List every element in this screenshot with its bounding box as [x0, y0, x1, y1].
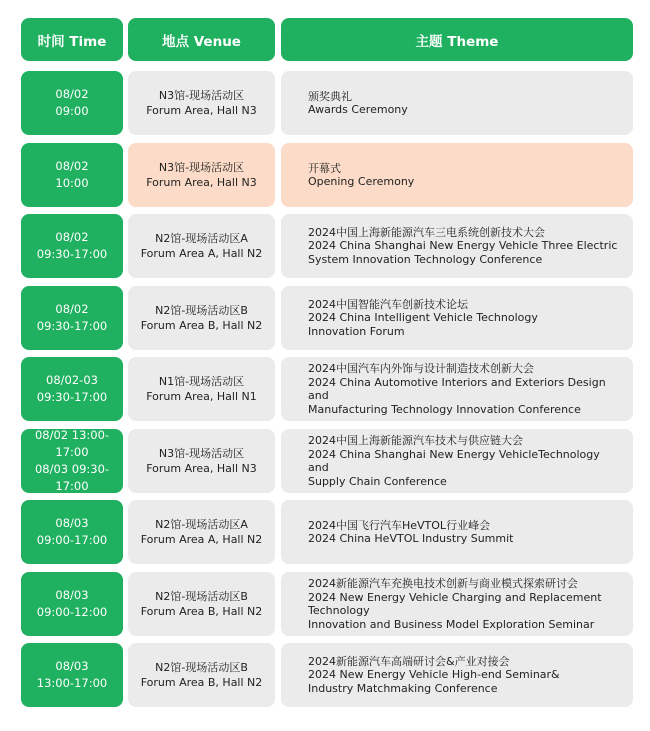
venue-cell: [128, 214, 275, 278]
theme-title-en: Opening Ceremony: [308, 175, 415, 188]
time-text: 10:00: [55, 176, 89, 190]
time-cell: [21, 500, 123, 564]
time-text: 08/03: [55, 659, 89, 673]
venue-cell: [128, 71, 275, 135]
venue-cn-text: N1馆-现场活动区: [158, 375, 245, 388]
venue-en-text: Forum Area A, Hall N2: [140, 533, 263, 546]
time-text: 09:00-12:00: [36, 605, 108, 619]
venue-cn-text: N3馆-现场活动区: [158, 89, 245, 102]
venue-cell: [128, 500, 275, 564]
theme-title-en: 2024 China Intelligent Vehicle Technology: [308, 311, 538, 325]
theme-title-cn: 2024中国飞行汽车HeVTOL行业峰会: [308, 518, 491, 532]
theme-cell: [281, 143, 633, 207]
venue-en-text: Forum Area B, Hall N2: [140, 676, 263, 689]
venue-en-text: Forum Area, Hall N3: [146, 462, 257, 475]
venue-en-text: Forum Area, Hall N3: [146, 176, 257, 189]
theme-title-en: Awards Ceremony: [308, 103, 408, 116]
venue-cell: [128, 572, 275, 636]
venue-en-text: Forum Area, Hall N3: [146, 104, 257, 117]
venue-cn-text: N2馆-现场活动区B: [155, 304, 248, 317]
theme-title-cn: 2024新能源汽车充换电技术创新与商业模式探索研讨会: [308, 577, 578, 590]
theme-title-cn: 2024中国汽车内外饰与设计制造技术创新大会: [308, 362, 534, 375]
time-cell: [21, 143, 123, 207]
header-time: 时间 Time: [21, 18, 123, 61]
theme-title-en: 2024 China Shanghai New Energy Vehicle Three Electric: [308, 239, 618, 253]
time-cell: [21, 572, 123, 636]
theme-title-en: Innovation Forum: [308, 324, 405, 338]
venue-en-text: Forum Area A, Hall N2: [140, 247, 263, 260]
venue-cell: [128, 143, 275, 207]
time-text: 08/02 13:00-17:00: [34, 428, 110, 459]
theme-title-cn: 2024中国上海新能源汽车技术与供应链大会: [308, 434, 523, 447]
theme-cell: [281, 357, 633, 421]
venue-cn-text: N3馆-现场活动区: [158, 447, 245, 460]
theme-cell: [281, 286, 633, 350]
time-text: 09:30-17:00: [36, 319, 108, 333]
theme-title-en: 2024 China HeVTOL Industry Summit: [308, 532, 514, 545]
theme-title-en: 2024 China Automotive Interiors and Exteriors Design and: [308, 375, 606, 402]
venue-cn-text: N3馆-现场活动区: [158, 161, 245, 174]
venue-cn-text: N2馆-现场活动区B: [155, 661, 248, 674]
theme-title-cn: 2024中国上海新能源汽车三电系统创新技术大会: [308, 225, 545, 239]
venue-cn-text: N2馆-现场活动区A: [155, 232, 248, 245]
theme-title-en: Supply Chain Conference: [308, 474, 447, 488]
time-cell: [21, 643, 123, 707]
time-text: 09:30-17:00: [36, 390, 108, 404]
theme-title-en: 2024 China Shanghai New Energy VehicleTechnology and: [308, 447, 600, 474]
header-theme: 主题 Theme: [281, 18, 633, 61]
time-text: 13:00-17:00: [36, 676, 108, 690]
theme-title-en: 2024 New Energy Vehicle Charging and Replacement Technology: [308, 590, 602, 617]
venue-en-text: Forum Area B, Hall N2: [140, 319, 263, 332]
time-text: 08/02: [55, 302, 89, 316]
header-venue: 地点 Venue: [128, 18, 275, 61]
venue-en-text: Forum Area B, Hall N2: [140, 605, 263, 618]
time-text: 09:00-17:00: [36, 533, 108, 547]
theme-cell: [281, 429, 633, 493]
theme-cell: [281, 643, 633, 707]
theme-title-en: Industry Matchmaking Conference: [308, 681, 498, 695]
time-text: 08/02: [55, 159, 89, 173]
theme-title-en: Innovation and Business Model Exploration Seminar: [308, 617, 595, 631]
time-text: 08/03 09:30-17:00: [34, 462, 110, 493]
time-cell: [21, 71, 123, 135]
time-cell: [21, 357, 123, 421]
time-text: 08/02-03: [46, 373, 98, 387]
theme-title-cn: 2024中国智能汽车创新技术论坛: [308, 297, 468, 311]
theme-title-en: Manufacturing Technology Innovation Conference: [308, 402, 581, 416]
time-cell: [21, 286, 123, 350]
theme-cell: [281, 572, 633, 636]
venue-cell: [128, 643, 275, 707]
theme-cell: [281, 71, 633, 135]
time-text: 09:00: [55, 104, 89, 118]
theme-title-cn: 2024新能源汽车高端研讨会&产业对接会: [308, 654, 510, 668]
venue-cell: [128, 429, 275, 493]
venue-cell: [128, 357, 275, 421]
venue-cn-text: N2馆-现场活动区A: [155, 518, 248, 531]
time-text: 08/02: [55, 230, 89, 244]
theme-cell: [281, 500, 633, 564]
time-cell: [21, 214, 123, 278]
theme-title-en: 2024 New Energy Vehicle High-end Seminar&: [308, 668, 560, 682]
theme-title-cn: 开幕式: [308, 161, 341, 175]
time-text: 08/03: [55, 588, 89, 602]
venue-cell: [128, 286, 275, 350]
theme-cell: [281, 214, 633, 278]
theme-title-en: System Innovation Technology Conference: [308, 252, 543, 266]
time-text: 08/03: [55, 516, 89, 530]
time-text: 09:30-17:00: [36, 247, 108, 261]
time-text: 08/02: [55, 87, 89, 101]
venue-cn-text: N2馆-现场活动区B: [155, 590, 248, 603]
time-cell: [21, 429, 123, 493]
venue-en-text: Forum Area, Hall N1: [146, 390, 257, 403]
theme-title-cn: 颁奖典礼: [308, 89, 352, 103]
